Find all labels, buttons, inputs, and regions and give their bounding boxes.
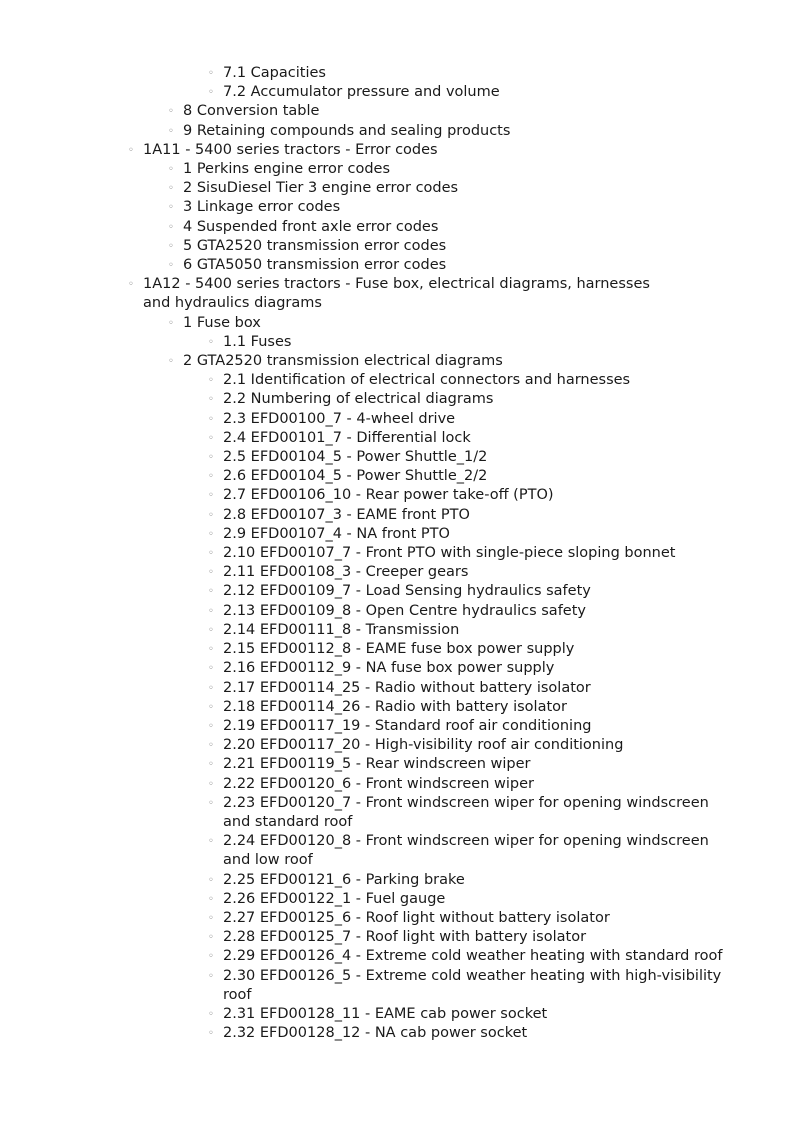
bullet-icon: ◦ [208,586,214,598]
bullet-icon: ◦ [208,778,214,790]
toc-entry-level-3[interactable] [0,736,733,755]
toc-entry-text: 2.9 EFD00107_4 - NA front PTO [223,525,450,542]
bullet-icon: ◦ [208,836,214,848]
bullet-icon: ◦ [128,144,134,156]
toc-entry-level-3[interactable] [0,698,733,717]
toc-entry-text: 1A12 - 5400 series tractors - Fuse box, electrical diagrams, harnesses and hydraulics diagrams [143,276,650,312]
toc-entry-text: 2.18 EFD00114_26 - Radio with battery isolator [223,698,567,715]
toc-entry-level-3[interactable] [0,525,733,544]
toc-entry-level-3[interactable] [0,640,733,659]
bullet-icon: ◦ [208,874,214,886]
table-of-contents [0,64,794,1043]
toc-entry-level-3[interactable] [0,717,733,736]
bullet-icon: ◦ [208,567,214,579]
bullet-icon: ◦ [208,759,214,771]
toc-entry-text: 2.10 EFD00107_7 - Front PTO with single-piece sloping bonnet [223,545,676,562]
bullet-icon: ◦ [168,125,174,137]
bullet-icon: ◦ [208,720,214,732]
toc-entry-level-3[interactable] [0,755,733,774]
toc-entry-level-3[interactable] [0,775,733,794]
toc-entry-level-3[interactable] [0,909,733,928]
toc-entry-text: 4 Suspended front axle error codes [183,218,439,235]
bullet-icon: ◦ [168,240,174,252]
bullet-icon: ◦ [208,375,214,387]
toc-entry-text: 2.3 EFD00100_7 - 4-wheel drive [223,410,456,427]
bullet-icon: ◦ [168,317,174,329]
toc-entry-level-3[interactable] [0,928,733,947]
bullet-icon: ◦ [208,970,214,982]
toc-entry-text: 8 Conversion table [183,103,320,120]
bullet-icon: ◦ [208,701,214,713]
toc-entry-text: 2.25 EFD00121_6 - Parking brake [223,871,465,888]
toc-entry-text: 2.23 EFD00120_7 - Front windscreen wiper for opening windscreen and standard roof [223,794,709,830]
toc-entry-text: 2 SisuDiesel Tier 3 engine error codes [183,180,459,197]
toc-entry-text: 2.26 EFD00122_1 - Fuel gauge [223,890,446,907]
toc-entry-text: 2.22 EFD00120_6 - Front windscreen wiper [223,775,534,792]
toc-entry-level-3[interactable] [0,621,733,640]
toc-entry-text: 1A11 - 5400 series tractors - Error codes [143,141,438,158]
toc-entry-level-2[interactable] [0,160,713,179]
toc-entry-level-2[interactable] [0,179,713,198]
toc-entry-level-1[interactable] [0,275,678,313]
toc-entry-level-2[interactable] [0,122,713,141]
toc-entry-text: 7.2 Accumulator pressure and volume [223,84,500,101]
toc-entry-text: 2.2 Numbering of electrical diagrams [223,391,494,408]
toc-entry-level-3[interactable] [0,794,733,832]
bullet-icon: ◦ [208,548,214,560]
toc-entry-level-3[interactable] [0,83,733,102]
bullet-icon: ◦ [208,932,214,944]
bullet-icon: ◦ [128,279,134,291]
toc-entry-text: 9 Retaining compounds and sealing products [183,122,511,139]
bullet-icon: ◦ [168,183,174,195]
toc-entry-level-2[interactable] [0,102,713,121]
toc-entry-level-3[interactable] [0,64,733,83]
toc-entry-text: 1 Fuse box [183,314,261,331]
bullet-icon: ◦ [208,893,214,905]
toc-entry-text: 2.32 EFD00128_12 - NA cab power socket [223,1025,528,1042]
toc-entry-text: 7.1 Capacities [223,65,326,81]
toc-entry-level-3[interactable] [0,947,733,966]
bullet-icon: ◦ [208,1008,214,1020]
toc-entry-level-2[interactable] [0,314,713,333]
toc-entry-level-3[interactable] [0,506,733,525]
bullet-icon: ◦ [208,68,214,79]
toc-entry-level-3[interactable] [0,333,733,352]
toc-entry-text: 2.19 EFD00117_19 - Standard roof air conditioning [223,717,592,734]
toc-entry-text: 1.1 Fuses [223,333,292,350]
toc-entry-level-2[interactable] [0,198,713,217]
bullet-icon: ◦ [208,87,214,99]
toc-entry-level-3[interactable] [0,967,733,1005]
toc-entry-text: 3 Linkage error codes [183,199,341,216]
bullet-icon: ◦ [208,471,214,483]
toc-entry-level-2[interactable] [0,218,713,237]
toc-entry-level-2[interactable] [0,352,713,371]
toc-entry-text: 2.13 EFD00109_8 - Open Centre hydraulics safety [223,602,586,619]
bullet-icon: ◦ [208,394,214,406]
toc-entry-level-2[interactable] [0,256,713,275]
bullet-icon: ◦ [208,528,214,540]
toc-entry-level-3[interactable] [0,659,733,678]
toc-entry-text: 2.11 EFD00108_3 - Creeper gears [223,564,469,581]
toc-entry-text: 2.4 EFD00101_7 - Differential lock [223,429,471,446]
toc-entry-text: 2.1 Identification of electrical connectors and harnesses [223,372,631,389]
toc-entry-level-3[interactable] [0,544,733,563]
toc-entry-text: 1 Perkins engine error codes [183,161,391,178]
toc-entry-text: 2.28 EFD00125_7 - Roof light with battery isolator [223,929,587,946]
toc-entry-level-3[interactable] [0,448,733,467]
toc-entry-text: 2.30 EFD00126_5 - Extreme cold weather heating with high-visibility roof [223,967,722,1003]
toc-entry-text: 5 GTA2520 transmission error codes [183,237,447,254]
toc-entry-text: 2.21 EFD00119_5 - Rear windscreen wiper [223,756,531,773]
bullet-icon: ◦ [208,336,214,348]
toc-entry-text: 2.15 EFD00112_8 - EAME fuse box power supply [223,641,575,658]
toc-entry-level-3[interactable] [0,582,733,601]
bullet-icon: ◦ [208,490,214,502]
bullet-icon: ◦ [208,644,214,656]
toc-entry-level-3[interactable] [0,832,733,870]
toc-entry-text: 2.14 EFD00111_8 - Transmission [223,621,460,638]
bullet-icon: ◦ [208,797,214,809]
toc-entry-level-3[interactable] [0,871,733,890]
toc-entry-text: 2.20 EFD00117_20 - High-visibility roof air conditioning [223,737,624,754]
bullet-icon: ◦ [168,260,174,272]
toc-entry-level-3[interactable] [0,371,733,390]
bullet-icon: ◦ [208,663,214,675]
bullet-icon: ◦ [208,740,214,752]
bullet-icon: ◦ [208,912,214,924]
toc-entry-text: 2.6 EFD00104_5 - Power Shuttle_2/2 [223,468,488,485]
toc-entry-level-3[interactable] [0,429,733,448]
bullet-icon: ◦ [208,509,214,521]
toc-entry-level-3[interactable] [0,410,733,429]
bullet-icon: ◦ [168,202,174,214]
toc-entry-text: 2.17 EFD00114_25 - Radio without battery isolator [223,679,591,696]
toc-entry-level-3[interactable] [0,1024,733,1043]
toc-entry-level-3[interactable] [0,602,733,621]
bullet-icon: ◦ [168,106,174,118]
toc-entry-level-1[interactable] [0,141,678,160]
bullet-icon: ◦ [208,413,214,425]
toc-entry-level-3[interactable] [0,1005,733,1024]
toc-entry-text: 2.29 EFD00126_4 - Extreme cold weather heating with standard roof [223,948,723,965]
toc-entry-text: 2.8 EFD00107_3 - EAME front PTO [223,506,470,523]
toc-entry-text: 2.24 EFD00120_8 - Front windscreen wiper for opening windscreen and low roof [223,833,709,869]
bullet-icon: ◦ [208,1028,214,1040]
toc-entry-text: 2.27 EFD00125_6 - Roof light without battery isolator [223,909,610,926]
toc-entry-text: 2.31 EFD00128_11 - EAME cab power socket [223,1005,548,1022]
bullet-icon: ◦ [168,164,174,176]
bullet-icon: ◦ [168,356,174,368]
toc-entry-level-3[interactable] [0,890,733,909]
bullet-icon: ◦ [208,951,214,963]
toc-entry-text: 2.16 EFD00112_9 - NA fuse box power supply [223,660,555,677]
toc-entry-text: 2.5 EFD00104_5 - Power Shuttle_1/2 [223,449,488,466]
bullet-icon: ◦ [208,605,214,617]
toc-entry-text: 2.7 EFD00106_10 - Rear power take-off (PTO) [223,487,554,504]
toc-entry-text: 6 GTA5050 transmission error codes [183,257,447,274]
toc-entry-level-3[interactable] [0,486,733,505]
toc-entry-level-3[interactable] [0,467,733,486]
toc-entry-level-3[interactable] [0,563,733,582]
bullet-icon: ◦ [208,452,214,464]
toc-entry-text: 2 GTA2520 transmission electrical diagrams [183,353,503,370]
toc-entry-text: 2.12 EFD00109_7 - Load Sensing hydraulics safety [223,583,591,600]
bullet-icon: ◦ [168,221,174,233]
bullet-icon: ◦ [208,432,214,444]
toc-entry-level-2[interactable] [0,237,713,256]
toc-entry-level-3[interactable] [0,679,733,698]
bullet-icon: ◦ [208,682,214,694]
bullet-icon: ◦ [208,624,214,636]
toc-entry-level-3[interactable] [0,390,733,409]
